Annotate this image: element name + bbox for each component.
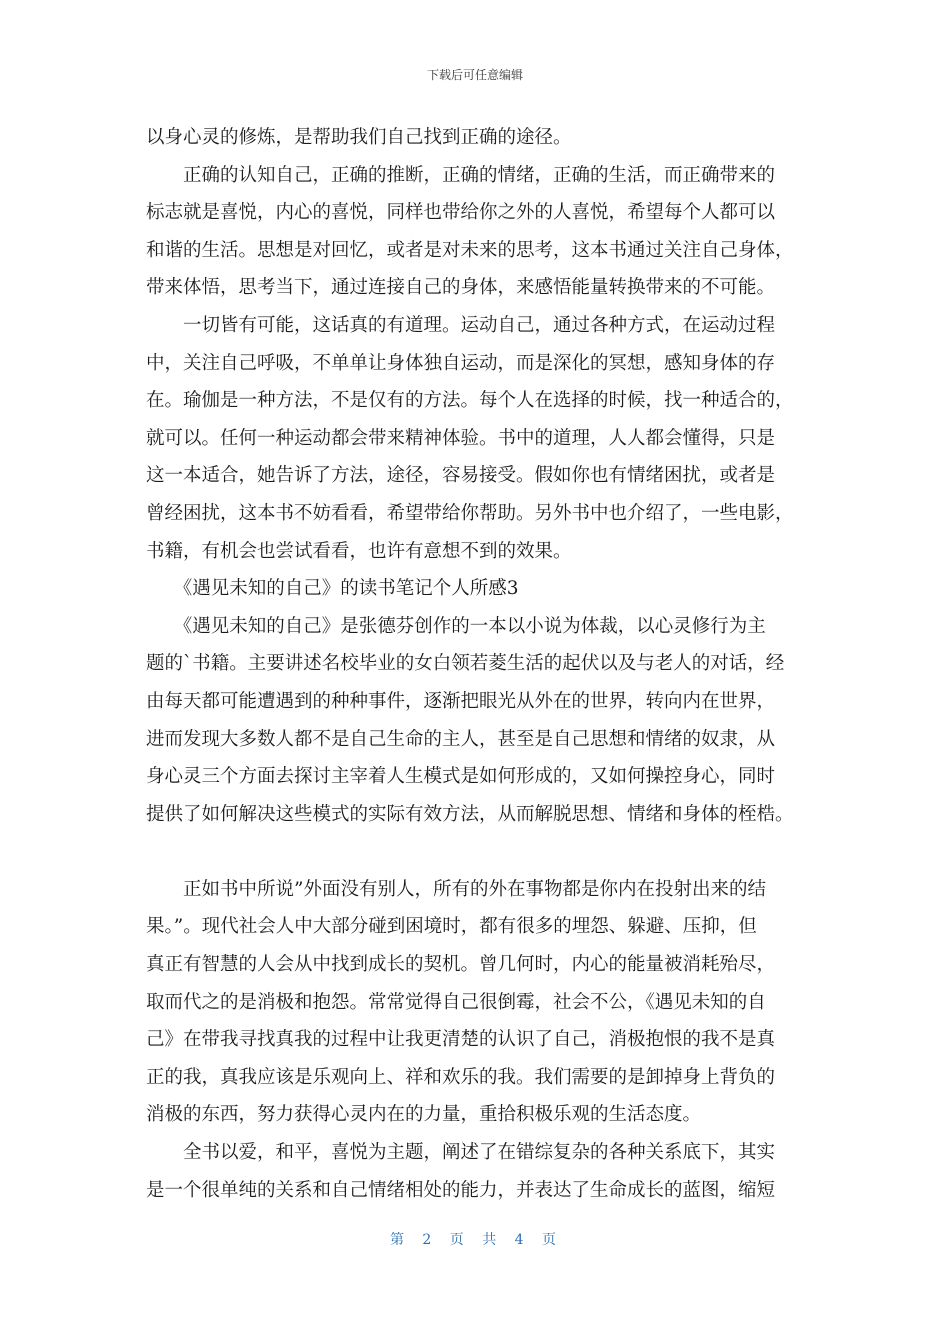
text-line: 带来体悟，思考当下，通过连接自己的身体，来感悟能量转换带来的不可能。 <box>146 277 776 299</box>
text-line: 一切皆有可能，这话真的有道理。运动自己，通过各种方式，在运动过程 <box>146 314 776 336</box>
text-line: 由每天都可能遭遇到的种种事件，逐渐把眼光从外在的世界，转向内在世界， <box>146 690 776 712</box>
page-header: 下载后可任意编辑 <box>426 68 523 82</box>
text-line: 就可以。任何一种运动都会带来精神体验。书中的道理，人人都会懂得，只是 <box>146 427 776 449</box>
page-footer: 第 2 页 共 4 页 <box>389 1232 561 1248</box>
text-line: 己》在带我寻找真我的过程中让我更清楚的认识了自己，消极抱恨的我不是真 <box>146 1029 776 1051</box>
document-body <box>146 119 806 1209</box>
blank-line <box>146 833 806 871</box>
text-line: 题的`书籍。主要讲述名校毕业的女白领若菱生活的起伏以及与老人的对话，经 <box>146 653 785 675</box>
text-line: 正如书中所说”外面没有别人，所有的外在事物都是你内在投射出来的结 <box>146 878 766 900</box>
text-line: 以身心灵的修炼，是帮助我们自己找到正确的途径。 <box>146 127 572 148</box>
text-line: 消极的东西，努力获得心灵内在的力量，重拾积极乐观的生活态度。 <box>146 1104 702 1126</box>
text-line: 《遇见未知的自己》的读书笔记个人所感3 <box>146 578 519 600</box>
text-line: 身心灵三个方面去探讨主宰着人生模式是如何形成的，又如何操控身心，同时 <box>146 766 776 788</box>
text-line: 这一本适合，她告诉了方法，途径，容易接受。假如你也有情绪困扰，或者是 <box>146 465 776 487</box>
text-line: 正确的认知自己，正确的推断，正确的情绪，正确的生活，而正确带来的 <box>146 164 776 186</box>
text-line: 在。瑜伽是一种方法，不是仅有的方法。每个人在选择的时候，找一种适合的， <box>146 390 794 412</box>
text-line: 曾经困扰，这本书不妨看看，希望带给你帮助。另外书中也介绍了，一些电影， <box>146 502 794 524</box>
text-line: 书籍，有机会也尝试看看，也许有意想不到的效果。 <box>146 540 572 562</box>
text-line: 果。”。现代社会人中大部分碰到困境时，都有很多的埋怨、躲避、压抑，但 <box>146 916 757 938</box>
text-line: 提供了如何解决这些模式的实际有效方法，从而解脱思想、情绪和身体的桎梏。 <box>146 803 794 825</box>
text-line: 标志就是喜悦，内心的喜悦，同样也带给你之外的人喜悦，希望每个人都可以 <box>146 202 776 224</box>
text-line: 是一个很单纯的关系和自己情绪相处的能力，并表达了生命成长的蓝图，缩短 <box>146 1179 776 1201</box>
text-line: 正的我，真我应该是乐观向上、祥和欢乐的我。我们需要的是卸掉身上背负的 <box>146 1066 776 1088</box>
text-line: 真正有智慧的人会从中找到成长的契机。曾几何时，内心的能量被消耗殆尽， <box>146 954 776 976</box>
text-line: 中，关注自己呼吸，不单单让身体独自运动，而是深化的冥想，感知身体的存 <box>146 352 776 374</box>
text-line: 取而代之的是消极和抱怨。常常觉得自己很倒霉，社会不公，《遇见未知的自 <box>146 991 766 1013</box>
text-line: 和谐的生活。思想是对回忆，或者是对未来的思考，这本书通过关注自己身体， <box>146 239 794 261</box>
text-line: 《遇见未知的自己》是张德芬创作的一本以小说为体裁，以心灵修行为主 <box>146 615 766 637</box>
text-line: 进而发现大多数人都不是自己生命的主人，甚至是自己思想和情绪的奴隶，从 <box>146 728 776 750</box>
text-line: 全书以爱，和平，喜悦为主题，阐述了在错综复杂的各种关系底下，其实 <box>146 1142 776 1164</box>
